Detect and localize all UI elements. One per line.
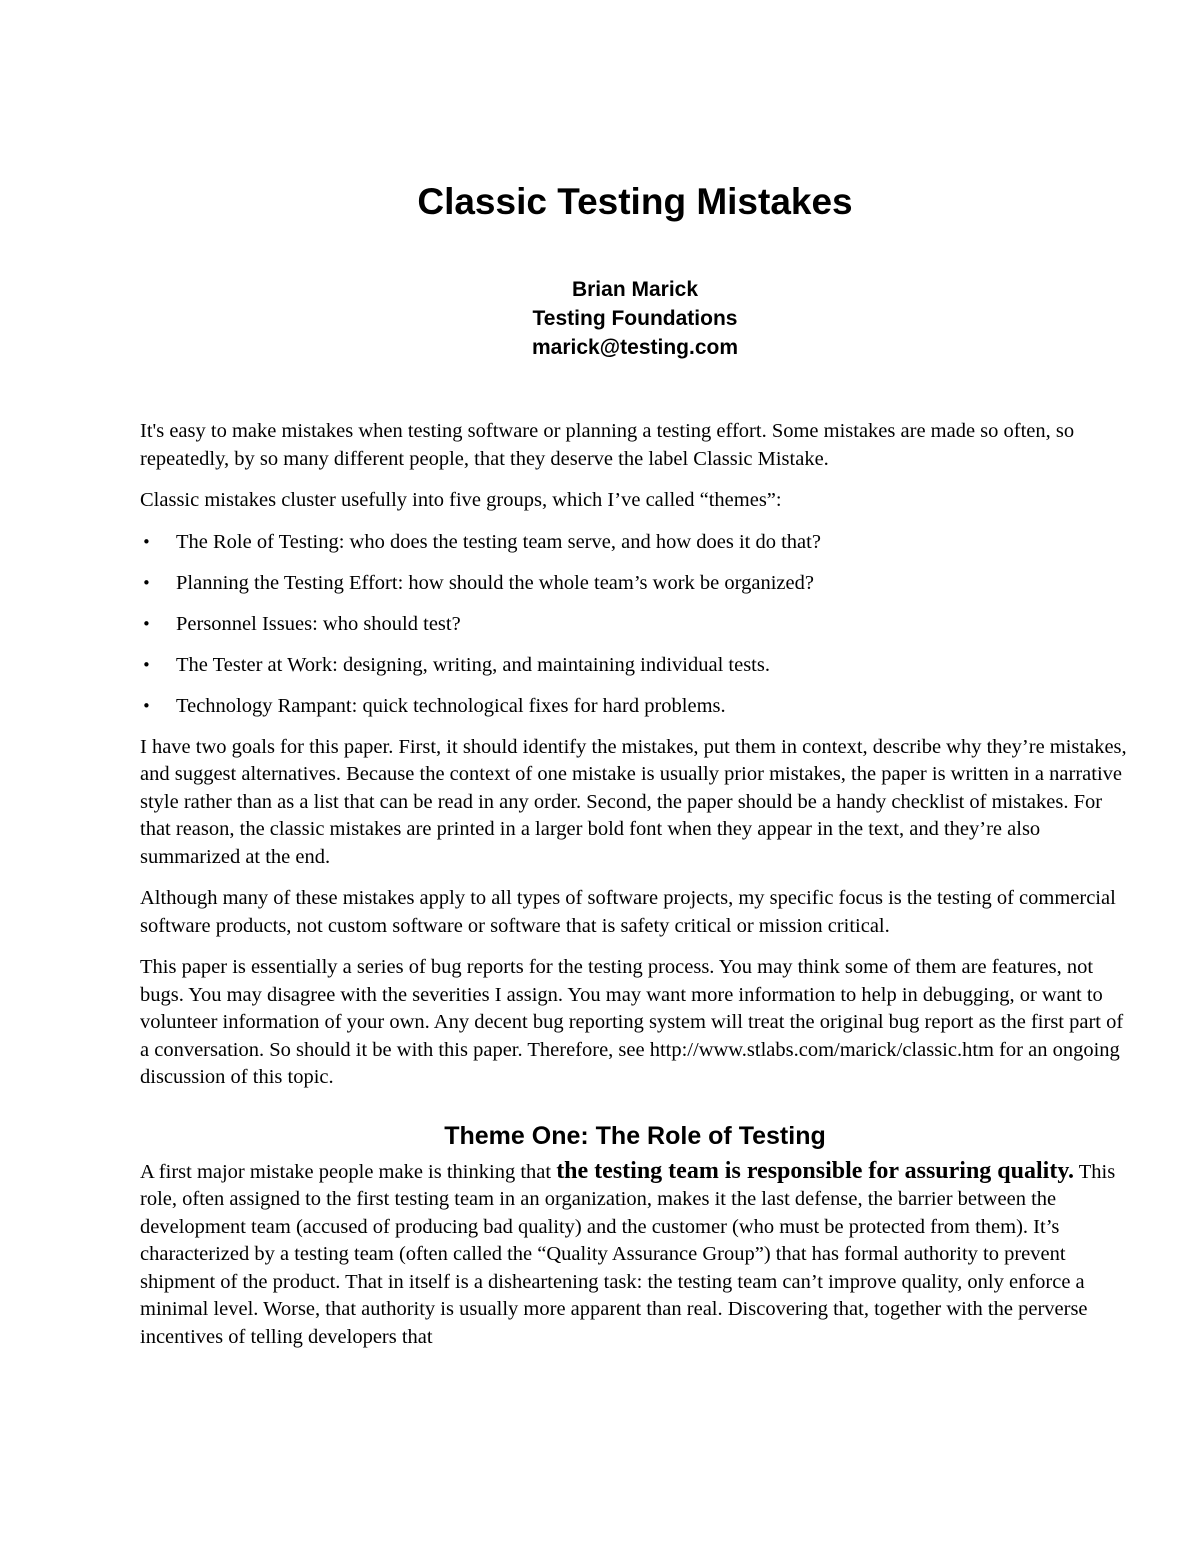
- author-email: marick@testing.com: [531, 336, 739, 359]
- list-item: [140, 652, 1130, 680]
- theme-item-text: The Role of Testing: who does the testing team serve, and how does it do that?: [176, 530, 821, 553]
- author-organization: Testing Foundations: [532, 307, 738, 330]
- list-item: [140, 570, 1130, 598]
- bug-reports-paragraph: This paper is essentially a series of bug reports for the testing process. You may think some of them are features, not bugs. You may disagree with the severities I assign. You may want more information to help in debugging, or want to volunteer information of your own. Any decent bug reporting system will treat the original bug report as the first part of a conversation. So should it be with this paper. Therefore, see http://www.stlabs.com/marick/classic.htm for an ongoing discussion of this topic.: [140, 956, 1124, 1088]
- list-item: [140, 611, 1130, 639]
- theme-item-text: Personnel Issues: who should test?: [176, 612, 461, 635]
- paragraph-lead-text: A first major mistake people make is thinking that: [140, 1160, 557, 1183]
- author-name: Brian Marick: [571, 278, 699, 301]
- themes-intro-paragraph: Classic mistakes cluster usefully into five groups, which I’ve called “themes”:: [140, 489, 782, 511]
- section-heading: Theme One: The Role of Testing: [444, 1121, 826, 1150]
- paper-page: [140, 0, 1130, 1553]
- paper-title: Classic Testing Mistakes: [417, 181, 853, 222]
- paper-body: [140, 418, 1130, 1365]
- bullet-icon: •: [142, 614, 151, 633]
- bullet-icon: •: [142, 696, 151, 715]
- list-item: [140, 693, 1130, 721]
- author-block: [140, 275, 1130, 362]
- goals-paragraph: I have two goals for this paper. First, it should identify the mistakes, put them in context, describe why they’re mistakes, and suggest alternatives. Because the context of one mistake is usually prior mistakes, the paper is written in a narrative style rather than as a list that can be read in any order. Second, the paper should be a handy checklist of mistakes. For that reason, the classic mistakes are printed in a larger bold font when they appear in the text, and they’re also summarized at the end.: [140, 735, 1127, 868]
- section-one-paragraph: [140, 1158, 1130, 1352]
- classic-mistake-highlight: the testing team is responsible for assuring quality.: [556, 1157, 1075, 1184]
- focus-paragraph: Although many of these mistakes apply to all types of software projects, my specific focus is the testing of commercial software products, not custom software or software that is safety critical or mission critical.: [140, 887, 1116, 937]
- theme-item-text: Planning the Testing Effort: how should the whole team’s work be organized?: [176, 571, 814, 594]
- bullet-icon: •: [142, 655, 151, 674]
- bullet-icon: •: [142, 573, 151, 592]
- intro-paragraph: It's easy to make mistakes when testing software or planning a testing effort. Some mistakes are made so often, so repeatedly, by so many different people, that they deserve the label Classic Mistake.: [140, 420, 1075, 470]
- themes-list: [140, 529, 1130, 721]
- list-item: [140, 529, 1130, 557]
- paragraph-rest-text: This role, often assigned to the first testing team in an organization, makes it the last defense, the barrier between the development team (accused of producing bad quality) and the customer (who must be protected from them). It’s characterized by a testing team (often called the “Quality Assurance Group”) that has formal authority to prevent shipment of the product. That in itself is a disheartening task: the testing team can’t improve quality, only enforce a minimal level. Worse, that authority is usually more apparent than real. Discovering that, together with the perverse incentives of telling developers that: [140, 1160, 1116, 1348]
- bullet-icon: •: [142, 532, 151, 551]
- theme-item-text: The Tester at Work: designing, writing, and maintaining individual tests.: [176, 653, 770, 676]
- theme-item-text: Technology Rampant: quick technological fixes for hard problems.: [176, 694, 726, 717]
